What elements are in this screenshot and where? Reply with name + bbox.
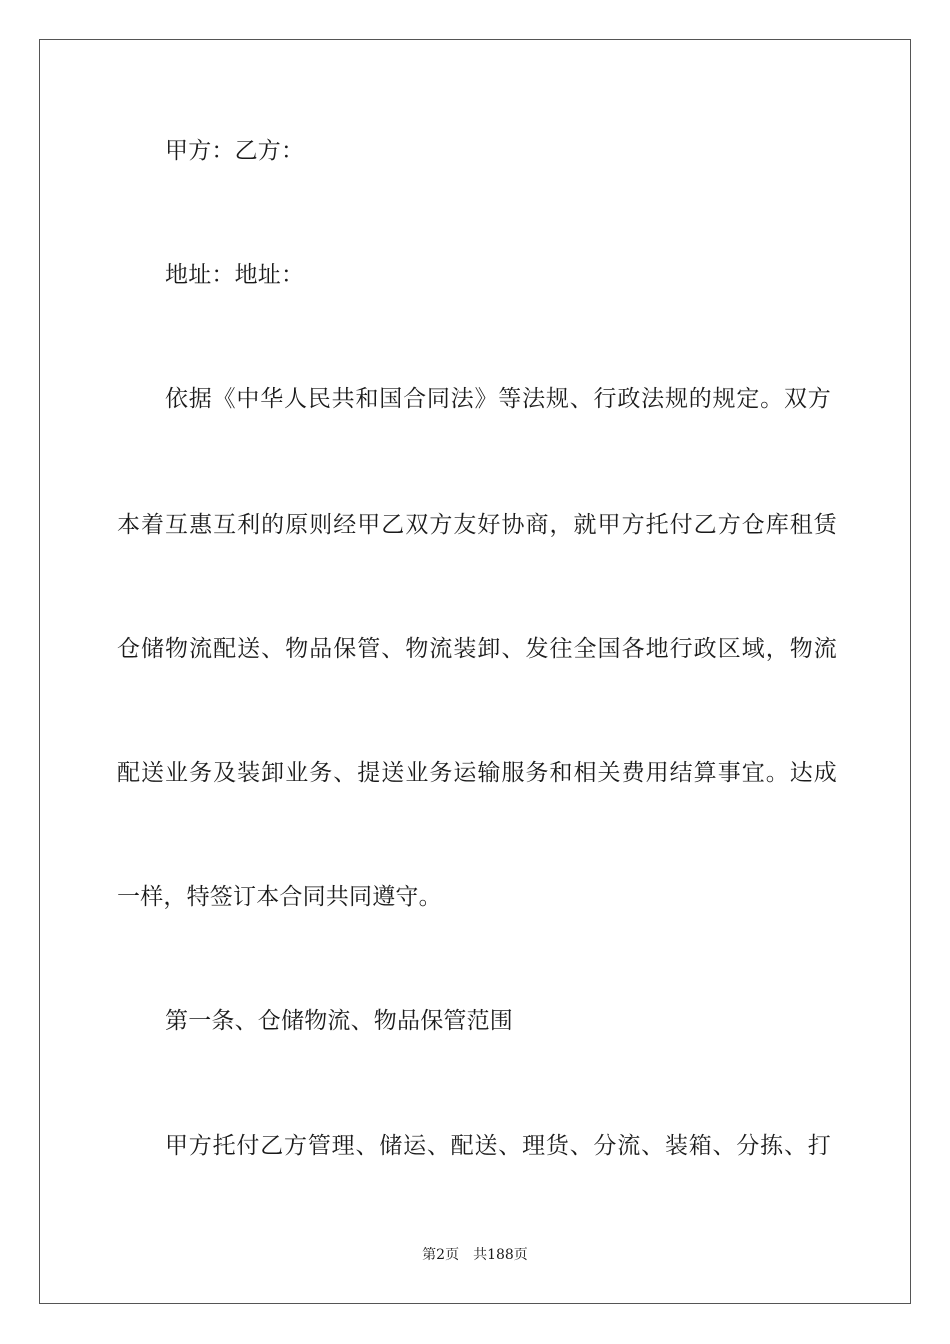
page-border: [39, 39, 911, 1304]
paragraph-line: 本着互惠互利的原则经甲乙双方友好协商，就甲方托付乙方仓库租赁: [117, 512, 837, 538]
page-number: 第2页 共188页: [422, 1247, 528, 1263]
paragraph-line: 配送业务及装卸业务、提送业务运输服务和相关费用结算事宜。达成: [117, 760, 837, 786]
address-line: 地址：地址：: [165, 262, 305, 288]
section-heading: 第一条、仓储物流、物品保管范围: [165, 1008, 513, 1034]
paragraph-line: 一样，特签订本合同共同遵守。: [117, 884, 442, 910]
paragraph-line: 甲方托付乙方管理、储运、配送、理货、分流、装箱、分拣、打: [165, 1133, 831, 1159]
paragraph-line: 仓储物流配送、物品保管、物流装卸、发往全国各地行政区域，物流: [117, 636, 837, 662]
paragraph-line: 依据《中华人民共和国合同法》等法规、行政法规的规定。双方: [165, 386, 831, 412]
party-line: 甲方：乙方：: [165, 138, 305, 164]
